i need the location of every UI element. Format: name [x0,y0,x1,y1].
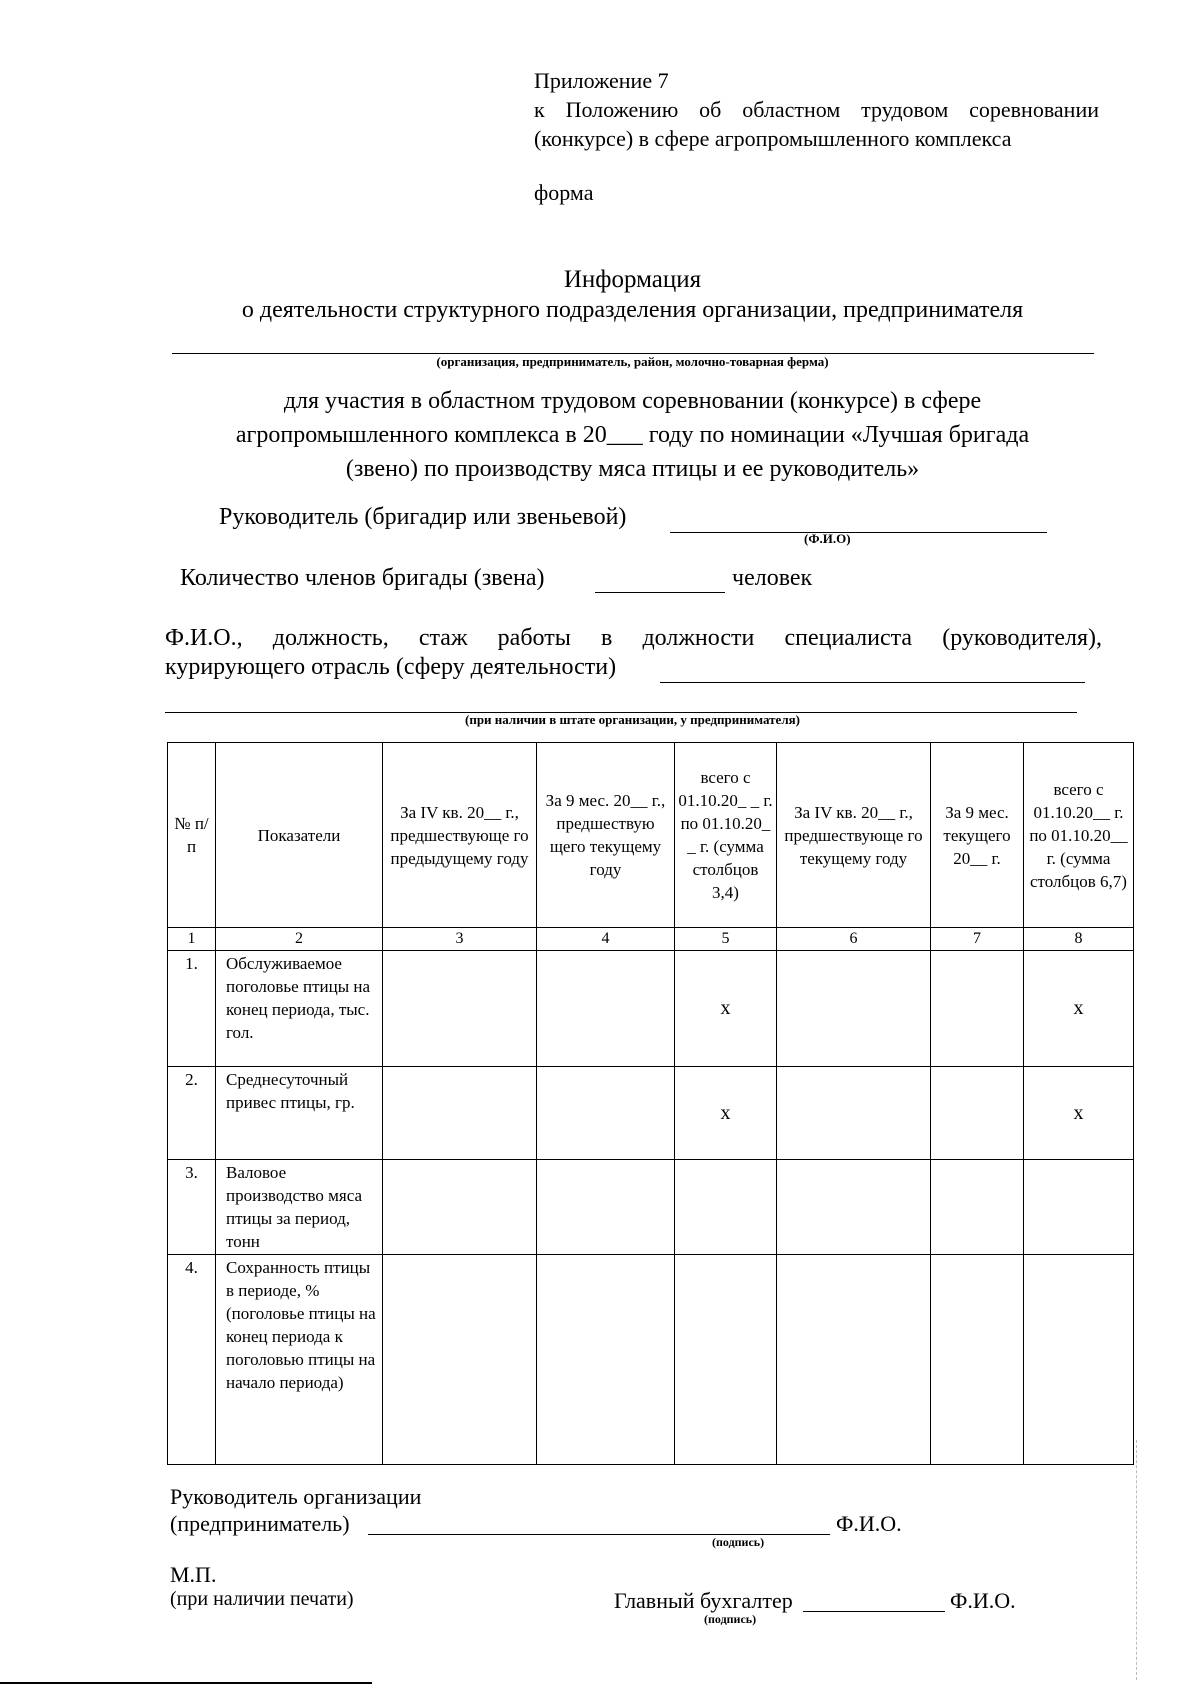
footer-head-line-1: Руководитель организации [170,1484,422,1509]
scan-edge-mark [1136,1440,1137,1680]
curator-block [165,622,1102,654]
stamp-hint: (при наличии печати) [170,1588,354,1610]
members-unit: человек [732,565,813,591]
data-cell[interactable] [931,951,1024,1067]
leader-hint: (Ф.И.О) [804,531,851,546]
curator-line-2: курирующего отрасль (сферу деятельности) [165,654,617,680]
data-cell[interactable] [777,1160,931,1255]
column-number-row [168,928,1134,951]
header-cell: Показатели [216,743,383,928]
accountant-sign-hint: (подпись) [704,1612,757,1626]
data-cell[interactable] [675,1160,777,1255]
data-cell[interactable] [383,951,537,1067]
accountant-fio: Ф.И.О. [950,1588,1016,1613]
data-cell[interactable] [777,1255,931,1465]
stamp-label: М.П. [170,1562,217,1587]
column-number: 1 [168,928,216,951]
participation-line-1: для участия в областном трудовом соревновании (конкурсе) в сфере [283,388,982,414]
row-number: 4. [168,1255,216,1465]
data-cell[interactable] [383,1255,537,1465]
annex-line-2: (конкурсе) в сфере агропромышленного комплекса [534,126,1012,151]
indicators-table [167,742,1134,1465]
annex-block [534,66,1099,153]
table-row [168,951,1134,1067]
row-number: 2. [168,1067,216,1160]
curator-line-1: Ф.И.О., должность, стаж работы в должности специалиста (руководителя), [165,625,1102,651]
data-cell: x [1024,951,1134,1067]
participation-text [0,384,1200,486]
row-label: Валовое производство мяса птицы за период, тонн [216,1160,383,1255]
data-cell: x [675,951,777,1067]
members-label: Количество членов бригады (звена) [180,565,545,591]
data-cell[interactable] [777,1067,931,1160]
annex-line-1: к Положению об областном трудовом соревновании [534,97,1099,122]
data-cell[interactable] [537,1160,675,1255]
scan-edge-line [0,1682,372,1684]
data-cell[interactable] [931,1160,1024,1255]
row-number: 3. [168,1160,216,1255]
data-cell[interactable] [931,1067,1024,1160]
row-label: Обслуживаемое поголовье птицы на конец периода, тыс. гол. [216,951,383,1067]
data-cell: x [1024,1067,1134,1160]
table-header-row [168,743,1134,928]
row-label: Среднесуточный привес птицы, гр. [216,1067,383,1160]
data-cell: x [675,1067,777,1160]
column-number: 6 [777,928,931,951]
annex-title: Приложение 7 [534,68,669,93]
data-cell[interactable] [777,951,931,1067]
column-number: 4 [537,928,675,951]
header-cell: № п/п [168,743,216,928]
data-cell[interactable] [1024,1255,1134,1465]
leader-label: Руководитель (бригадир или звеньевой) [219,504,627,530]
curator-fill-line-1[interactable] [660,682,1085,683]
document-title: Информация [563,266,702,293]
table-row [168,1255,1134,1465]
header-cell: всего с 01.10.20_ _ г. по 01.10.20_ _ г. (сумма столбцов 3,4) [675,743,777,928]
column-number: 5 [675,928,777,951]
table-row [168,1067,1134,1160]
header-cell: За IV кв. 20__ г., предшествующе го предыдущему году [383,743,537,928]
accountant-label: Главный бухгалтер [614,1588,793,1613]
column-number: 7 [931,928,1024,951]
leader-fill-line[interactable] [670,532,1047,533]
data-cell[interactable] [537,1255,675,1465]
head-sign-hint: (подпись) [712,1535,765,1549]
header-cell: всего с 01.10.20__ г. по 01.10.20__ г. (сумма столбцов 6,7) [1024,743,1134,928]
document-subtitle: о деятельности структурного подразделения организации, предпринимателя [241,297,1024,323]
participation-line-2: агропромышленного комплекса в 20___ году по номинации «Лучшая бригада [235,422,1030,448]
header-cell: За 9 мес. текущего 20__ г. [931,743,1024,928]
table-row [168,1160,1134,1255]
column-number: 8 [1024,928,1134,951]
row-label: Сохранность птицы в периоде, % (поголовье птицы на конец периода к поголовью птицы на начало периода) [216,1255,383,1465]
footer-head-line-2: (предприниматель) [170,1511,350,1536]
org-hint: (организация, предприниматель, район, молочно-товарная ферма) [436,354,829,369]
head-fio: Ф.И.О. [836,1511,902,1536]
data-cell[interactable] [537,1067,675,1160]
data-cell[interactable] [1024,1160,1134,1255]
column-number: 2 [216,928,383,951]
curator-hint: (при наличии в штате организации, у предпринимателя) [465,712,800,727]
accountant-signature-line[interactable] [803,1611,945,1612]
participation-line-3: (звено) по производству мяса птицы и ее руководитель» [345,456,920,482]
header-cell: За 9 мес. 20__ г., предшествую щего текущему году [537,743,675,928]
data-cell[interactable] [383,1160,537,1255]
members-fill-line[interactable] [595,592,725,593]
data-cell[interactable] [675,1255,777,1465]
row-number: 1. [168,951,216,1067]
header-cell: За IV кв. 20__ г., предшествующе го текущему году [777,743,931,928]
data-cell[interactable] [537,951,675,1067]
data-cell[interactable] [931,1255,1024,1465]
column-number: 3 [383,928,537,951]
form-label: форма [534,180,594,205]
data-cell[interactable] [383,1067,537,1160]
